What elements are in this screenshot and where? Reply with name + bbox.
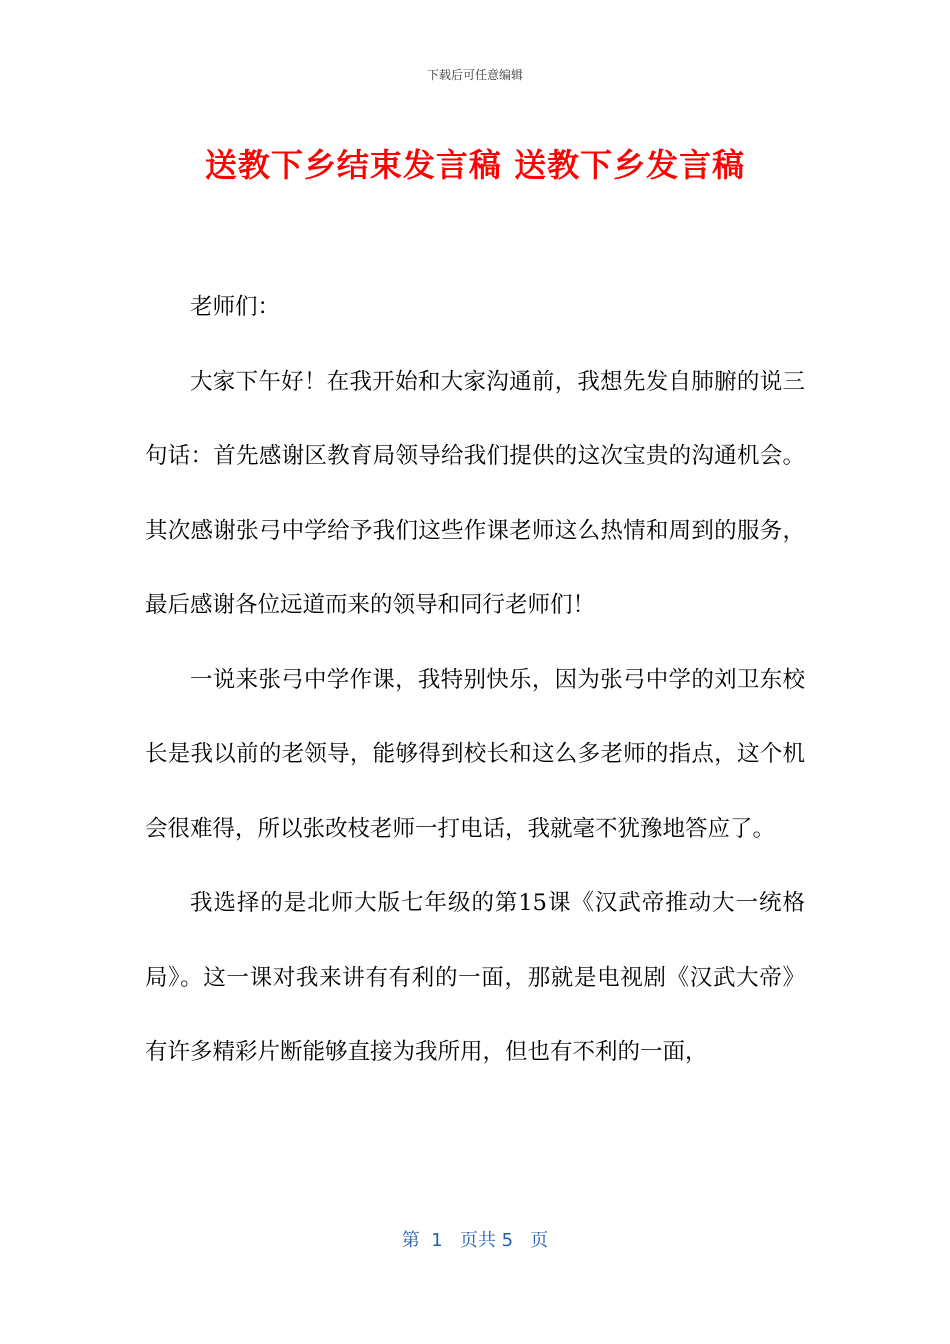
paragraph-lesson: 我选择的是北师大版七年级的第15课《汉武帝推动大一统格局》。这一课对我来讲有有利的一面，那就是电视剧《汉武大帝》有许多精彩片断能够直接为我所用，但也有不利的一面， — [145, 890, 805, 1065]
header-note: 下载后可任意编辑 — [426, 68, 523, 82]
paragraph-greeting: 大家下午好！在我开始和大家沟通前，我想先发自肺腑的说三句话：首先感谢区教育局领导给我们提供的这次宝贵的沟通机会。其次感谢张弓中学给予我们这些作课老师这么热情和周到的服务，最后感谢各位远道而来的领导和同行老师们！ — [145, 368, 805, 618]
document-title: 送教下乡结束发言稿 送教下乡发言稿 — [204, 146, 746, 184]
paragraph-school: 一说来张弓中学作课，我特别快乐，因为张弓中学的刘卫东校长是我以前的老领导，能够得到校长和这么多老师的指点，这个机会很难得，所以张改枝老师一打电话，我就毫不犹豫地答应了。 — [145, 666, 805, 842]
paragraph-salutation: 老师们： — [190, 294, 281, 320]
page-footer: 第 1 页共 5 页 — [401, 1230, 549, 1251]
document-body — [145, 270, 805, 1090]
